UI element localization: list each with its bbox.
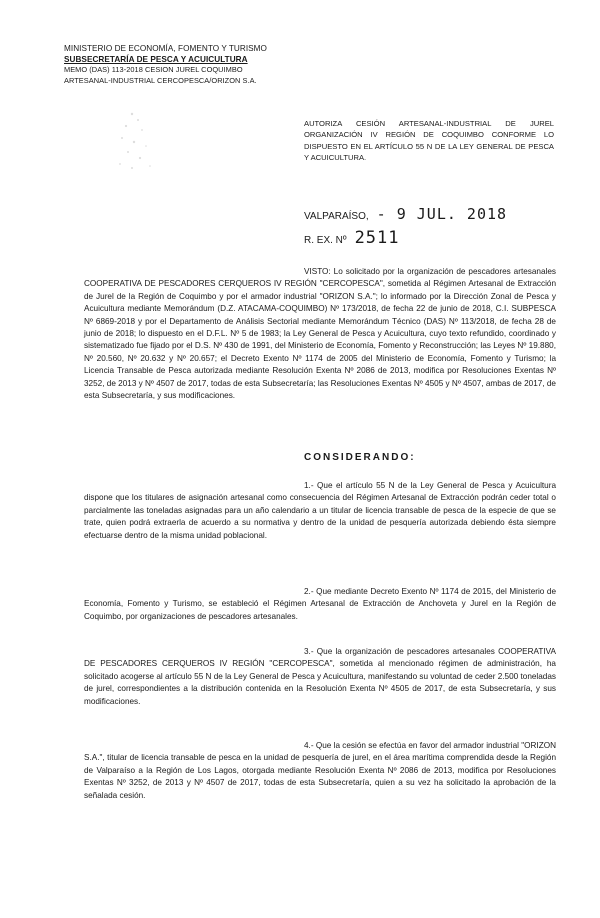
resolution-title: AUTORIZA CESIÓN ARTESANAL-INDUSTRIAL DE JUREL ORGANIZACIÓN IV REGIÓN DE COQUIMBO CONFORME LO DISPUESTO EN EL ARTÍCULO 55 N DE LA LEY GENERAL DE PESCA Y ACUICULTURA. [304, 119, 554, 163]
item-text: Que mediante Decreto Exento Nº 1174 de 2015, del Ministerio de Economía, Fomento y Turismo, se estableció el Régimen Artesanal de Extracción de Anchoveta y Jurel en la Región de Coquimbo, por organizaciones de pescadores artesanales. [84, 587, 556, 621]
item-text: Que el artículo 55 N de la Ley General de Pesca y Acuicultura dispone que los titulares de asignación artesanal como consecuencia del Régimen Artesanal de Extracción podrán ceder total o parcialmente las toneladas asignadas para un año calendario a un titular de licencia transable de pesca de la especie de que se trate, quien podrá extraerla de acuerdo a su normativa y dentro de la unidad de pesquería autorizada debiendo ésta siempre efectuarse dentro de la misma unidad poblacional. [84, 481, 557, 540]
memo-reference: MEMO (DAS) 113-2018 CESION JUREL COQUIMBO [64, 65, 243, 75]
resolution-number: 2511 [354, 228, 400, 248]
item-text: Que la organización de pescadores artesanales COOPERATIVA DE PESCADORES CERQUEROS IV REGIÓN "CERCOPESCA", sometida al mencionado régimen de administración, ha solicitado acogerse al artículo 55 N de la Ley General de Pesca y Acuicultura, manifestando su voluntad de ceder 2.500 toneladas de jurel, correspondientes a la distribución contenida en la Resolución Exenta Nº 4505 de 2017, de esta Subsecretaría, y sus modificaciones. [84, 647, 556, 706]
dateline-city: VALPARAÍSO, [304, 211, 369, 222]
visto-text: Lo solicitado por la organización de pescadores artesanales COOPERATIVA DE PESCADORES CERQUEROS IV REGIÓN "CERCOPESCA", sometida al Régimen Artesanal de Extracción de Jurel de la Región de Coquimbo y por el armador industrial "ORIZON S.A."; lo informado por la Dirección Zonal de Pesca y Acuicultura mediante Memorándum (D.Z. ATACAMA-COQUIMBO) Nº 173/2018, de fecha 22 de junio de 2018, C.I. SUBPESCA Nº 6869-2018 y por el Departamento de Análisis Sectorial mediante Memorándum Técnico (DAS) Nº 113/2018, de fecha 28 de junio de 2018; lo dispuesto en el D.F.L. Nº 5 de 1983; la Ley General de Pesca y Acuicultura, cuyo texto refundido, coordinado y sistematizado fue fijado por el D.S. Nº 430 de 1991, del Ministerio de Economía, Fomento y Reconstrucción; las Leyes Nº 19.880, Nº 20.560, Nº 20.632 y Nº 20.657; el Decreto Exento Nº 1174 de 2005 del Ministerio de Economía, Fomento y Turismo; la Licencia Transable de Pesca autorizada mediante Resolución Exenta Nº 2086 de 2013, modifica por Resoluciones Exentas Nº 3252, de 2013 y Nº 4507 de 2017, todas de esta Subsecretaría; las Resoluciones Exentas Nº 4505 y Nº 4507, ambas de 2017, de esta Subsecretaría, y sus modificaciones. [84, 267, 557, 401]
visto-paragraph [84, 266, 556, 402]
considerando-heading: CONSIDERANDO: [304, 452, 416, 463]
visto-label: VISTO: [304, 267, 331, 276]
ministry-name: MINISTERIO DE ECONOMÍA, FOMENTO Y TURISMO [64, 44, 267, 53]
faded-seal-mark [112, 108, 164, 174]
dateline [304, 205, 507, 223]
considerando-item-3 [84, 646, 556, 708]
item-number: 3.- [304, 647, 314, 656]
resolution-number-line [304, 228, 400, 248]
dateline-date-stamp: - 9 JUL. 2018 [376, 205, 508, 223]
item-text: Que la cesión se efectúa en favor del armador industrial "ORIZON S.A.", titular de licencia transable de pesca en la unidad de pesquería de jurel, en el área marítima comprendida desde la Región de Valparaíso a la Región de Los Lagos, otorgada mediante Resolución Exenta Nº 2086 de 2013, modifica por Resoluciones Exentas Nº 3252, de 2013 y Nº 4507 de 2017, todas de esta Subsecretaría, quien a su vez ha solicitado la aprobación de la señalada cesión. [84, 741, 556, 800]
item-number: 4.- [304, 741, 314, 750]
considerando-item-2 [84, 586, 556, 623]
item-number: 1.- [304, 481, 314, 490]
item-number: 2.- [304, 587, 314, 596]
considerando-item-4 [84, 740, 556, 802]
considerando-item-1 [84, 480, 556, 542]
resolution-label: R. EX. Nº [304, 235, 347, 246]
parties-reference: ARTESANAL-INDUSTRIAL CERCOPESCA/ORIZON S.A. [64, 75, 257, 85]
letterhead [64, 44, 274, 86]
subsecretaria-name: SUBSECRETARÍA DE PESCA Y ACUICULTURA [64, 54, 248, 64]
